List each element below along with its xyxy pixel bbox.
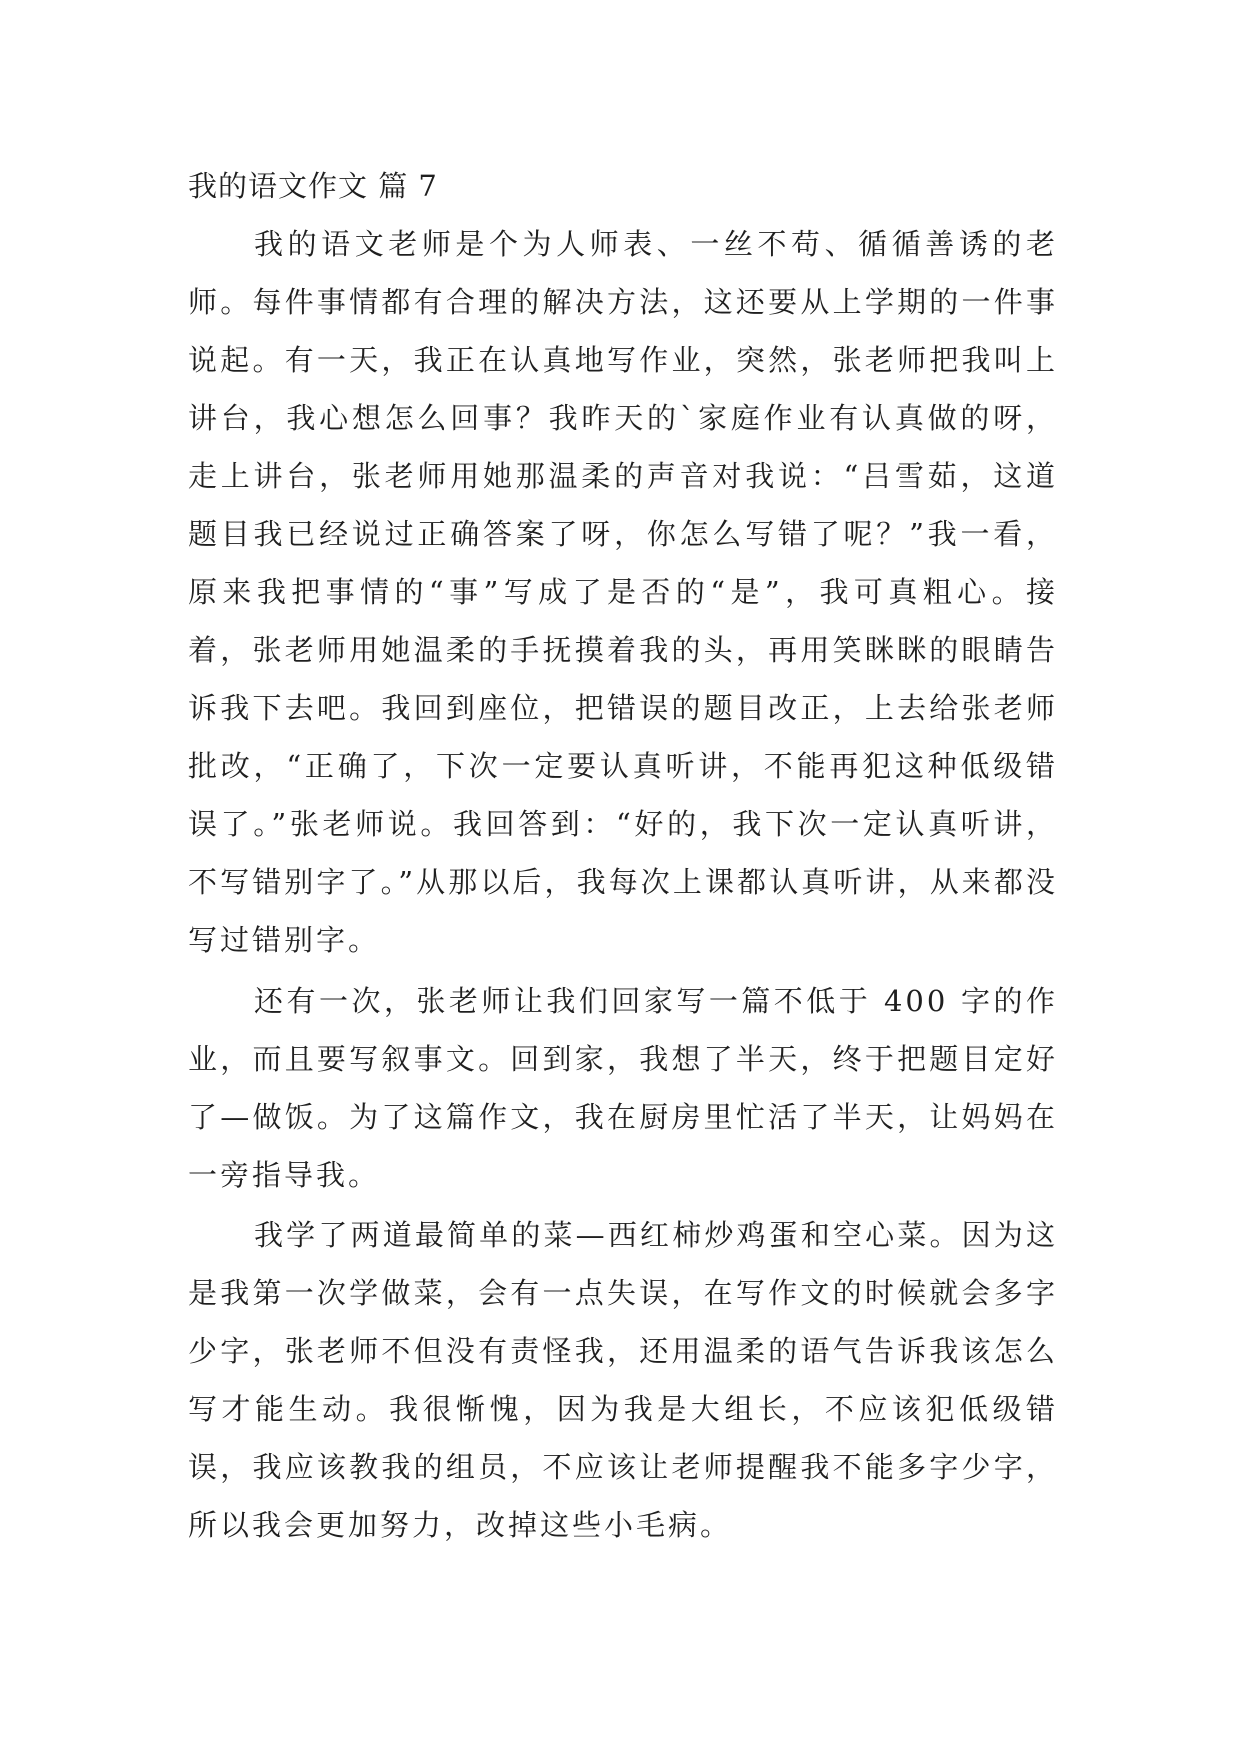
paragraph-1: 我的语文老师是个为人师表、一丝不苟、循循善诱的老师。每件事情都有合理的解决方法，这还要从上学期的一件事说起。有一天，我正在认真地写作业，突然，张老师把我叫上讲台，我心想怎么回事？我昨天的`家庭作业有认真做的呀，走上讲台，张老师用她那温柔的声音对我说：“吕雪茹，这道题目我已经说过正确答案了呀，你怎么写错了呢？”我一看，原来我把事情的“事”写成了是否的“是”，我可真粗心。接着，张老师用她温柔的手抚摸着我的头，再用笑眯眯的眼睛告诉我下去吧。我回到座位，把错误的题目改正，上去给张老师批改，“正确了，下次一定要认真听讲，不能再犯这种低级错误了。”张老师说。我回答到：“好的，我下次一定认真听讲，不写错别字了。”从那以后，我每次上课都认真听讲，从来都没写过错别字。: [188, 227, 1058, 957]
paragraph-2: 还有一次，张老师让我们回家写一篇不低于 400 字的作业，而且要写叙事文。回到家，我想了半天，终于把题目定好了—做饭。为了这篇作文，我在厨房里忙活了半天，让妈妈在一旁指导我。: [188, 984, 1058, 1192]
paragraph-3: 我学了两道最简单的菜—西红柿炒鸡蛋和空心菜。因为这是我第一次学做菜，会有一点失误，在写作文的时候就会多字少字，张老师不但没有责怪我，还用温柔的语气告诉我该怎么写才能生动。我很惭愧，因为我是大组长，不应该犯低级错误，我应该教我的组员，不应该让老师提醒我不能多字少字，所以我会更加努力，改掉这些小毛病。: [188, 1218, 1058, 1542]
essay-title: 我的语文作文 篇 7: [188, 169, 438, 203]
